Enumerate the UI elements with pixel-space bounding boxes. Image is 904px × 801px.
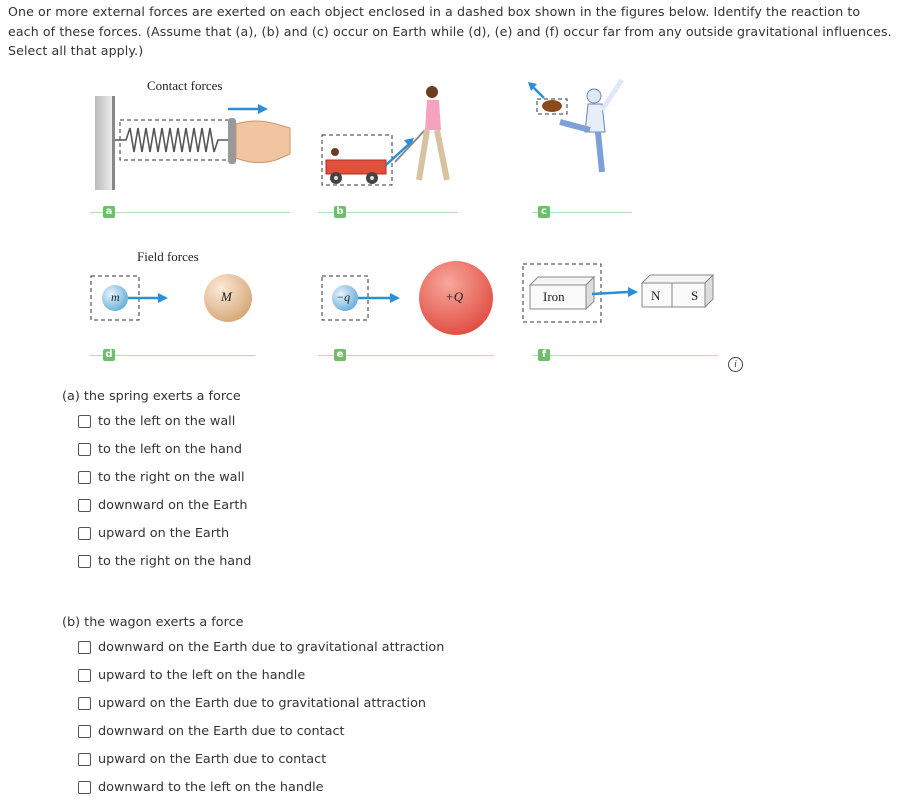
question-b-title: (b) the wagon exerts a force bbox=[62, 615, 244, 630]
checkbox[interactable] bbox=[78, 527, 91, 540]
badge-e: e bbox=[334, 349, 346, 361]
label-m: m bbox=[111, 290, 120, 304]
label-south: S bbox=[691, 288, 699, 303]
option-label: upward on the Earth bbox=[98, 525, 230, 541]
force-figure bbox=[0, 0, 904, 390]
option-label: to the right on the wall bbox=[98, 469, 245, 485]
label-iron: Iron bbox=[543, 289, 565, 304]
option-b-0[interactable] bbox=[62, 633, 444, 661]
option-b-4[interactable] bbox=[62, 745, 444, 773]
checkbox[interactable] bbox=[78, 471, 91, 484]
checkbox[interactable] bbox=[78, 499, 91, 512]
label-north: N bbox=[651, 288, 661, 303]
checkbox[interactable] bbox=[78, 641, 91, 654]
label-neg-q: −q bbox=[336, 290, 351, 304]
option-label: to the left on the hand bbox=[98, 441, 243, 457]
checkbox[interactable] bbox=[78, 443, 91, 456]
option-a-4[interactable] bbox=[62, 519, 251, 547]
checkbox[interactable] bbox=[78, 725, 91, 738]
spring-figure bbox=[95, 96, 290, 190]
checkbox[interactable] bbox=[78, 781, 91, 794]
option-label: downward on the Earth bbox=[98, 497, 248, 513]
badge-b: b bbox=[334, 206, 346, 218]
option-a-3[interactable] bbox=[62, 491, 251, 519]
football-figure bbox=[528, 80, 622, 172]
badge-c: c bbox=[538, 206, 550, 218]
label-pos-Q: +Q bbox=[445, 289, 464, 304]
question-a-title: (a) the spring exerts a force bbox=[62, 389, 241, 404]
checkbox[interactable] bbox=[78, 669, 91, 682]
option-b-5[interactable] bbox=[62, 773, 444, 801]
option-a-1[interactable] bbox=[62, 435, 251, 463]
checkbox[interactable] bbox=[78, 555, 91, 568]
option-a-0[interactable] bbox=[62, 407, 251, 435]
field-forces-heading: Field forces bbox=[137, 249, 199, 264]
question-a bbox=[62, 387, 251, 575]
option-b-3[interactable] bbox=[62, 717, 444, 745]
checkbox[interactable] bbox=[78, 697, 91, 710]
option-label: downward to the left on the handle bbox=[98, 779, 324, 795]
option-label: downward on the Earth due to contact bbox=[98, 723, 345, 739]
instructions-text: One or more external forces are exerted on each object enclosed in a dashed box shown in the figures below. Identify the reaction to each of these forces. (Assume that (a), (b) and (c) occur on Earth while (d), (e) and (f) occur far from any outside gravitational influences. Select all that apply.) bbox=[8, 4, 892, 58]
option-label: upward to the left on the handle bbox=[98, 667, 306, 683]
badge-a: a bbox=[103, 206, 115, 218]
option-b-1[interactable] bbox=[62, 661, 444, 689]
label-M: M bbox=[221, 289, 232, 304]
divider-f bbox=[532, 355, 718, 356]
option-a-5[interactable] bbox=[62, 547, 251, 575]
option-b-2[interactable] bbox=[62, 689, 444, 717]
question-b bbox=[62, 613, 444, 801]
field-figures bbox=[91, 261, 713, 335]
option-label: upward on the Earth due to contact bbox=[98, 751, 327, 767]
checkbox[interactable] bbox=[78, 415, 91, 428]
option-label: to the right on the hand bbox=[98, 553, 252, 569]
wagon-figure bbox=[322, 86, 447, 185]
option-label: downward on the Earth due to gravitational attraction bbox=[98, 639, 445, 655]
info-icon[interactable]: i bbox=[728, 357, 743, 372]
option-label: to the left on the wall bbox=[98, 413, 236, 429]
option-a-2[interactable] bbox=[62, 463, 251, 491]
option-label: upward on the Earth due to gravitational attraction bbox=[98, 695, 427, 711]
contact-forces-heading: Contact forces bbox=[147, 78, 223, 93]
badge-f: f bbox=[538, 349, 550, 361]
divider-a bbox=[90, 212, 290, 213]
badge-d: d bbox=[103, 349, 115, 361]
checkbox[interactable] bbox=[78, 753, 91, 766]
